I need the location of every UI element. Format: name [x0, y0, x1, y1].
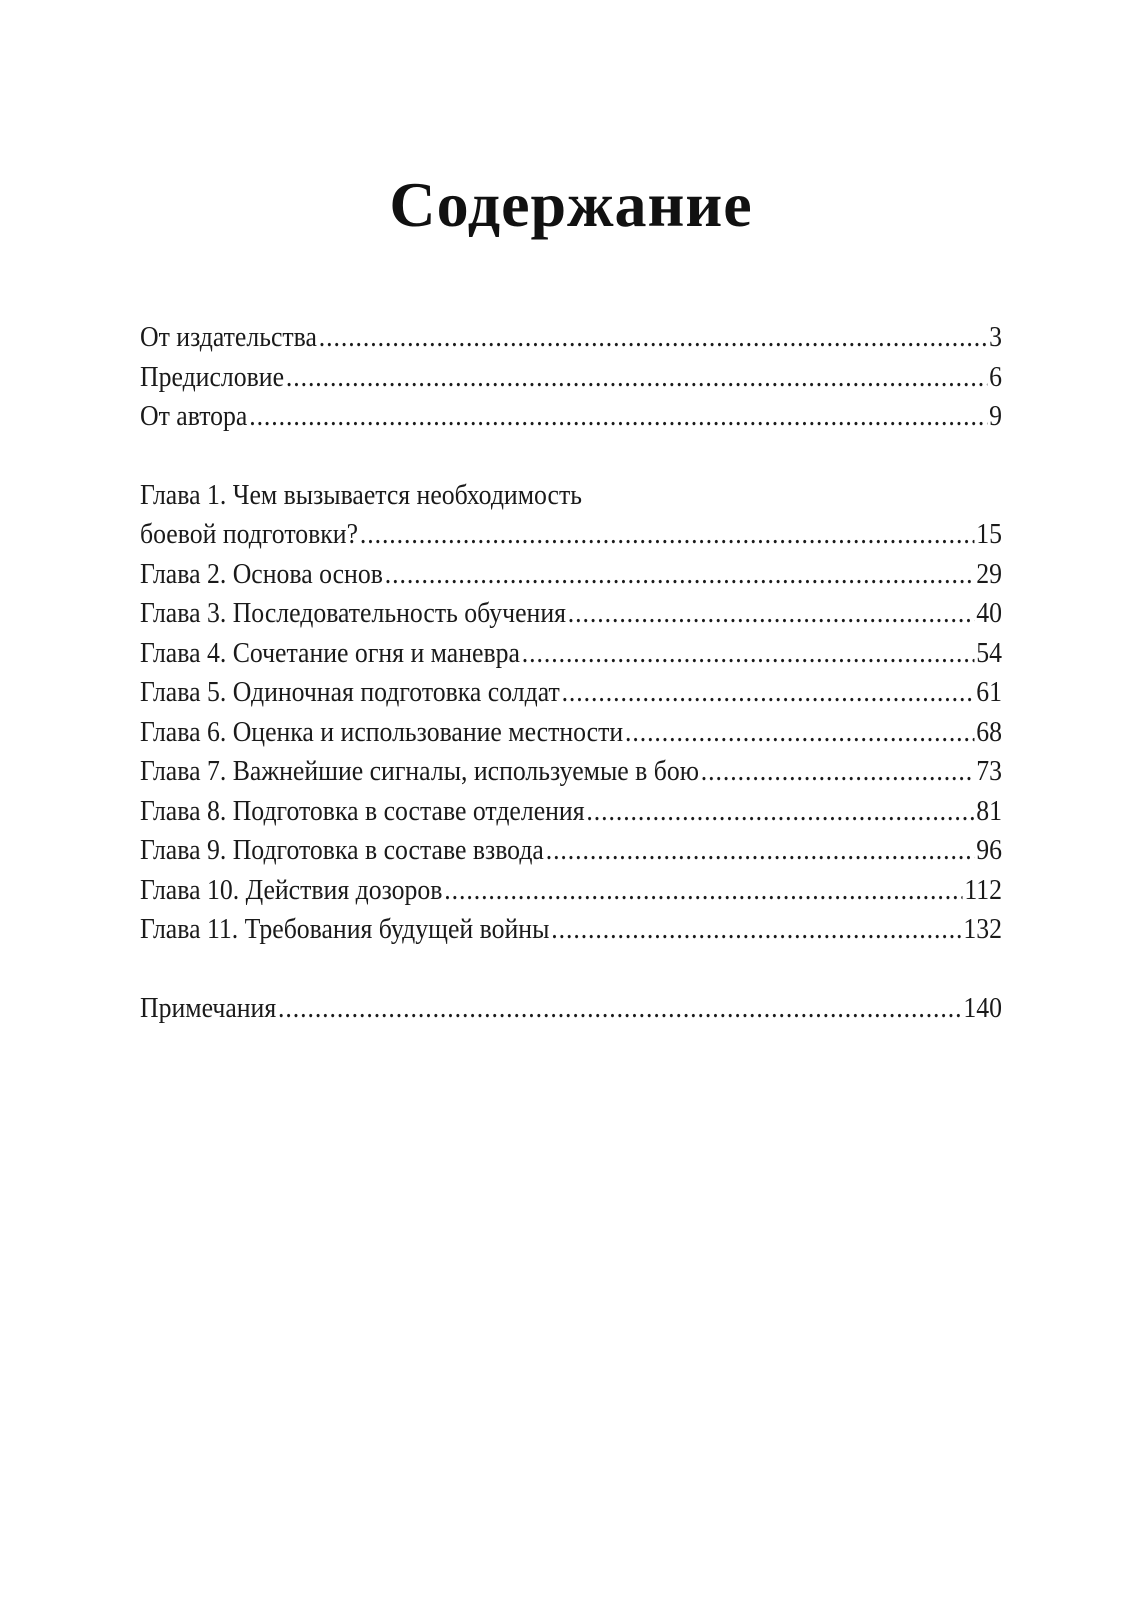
toc-entry-page: 68 — [976, 716, 1003, 748]
dot-leader — [278, 989, 962, 1029]
toc-entry-label: Глава 11. Требования будущей войны — [140, 914, 550, 945]
toc-entry-label: От автора — [140, 401, 248, 432]
toc-entry-publisher[interactable] — [140, 318, 1002, 358]
toc-entry-label: Глава 6. Оценка и использование местности — [140, 716, 624, 748]
dot-leader — [551, 910, 961, 950]
chapters-section — [140, 476, 1002, 950]
toc-entry-chapter-9[interactable] — [140, 831, 1002, 871]
toc-entry-chapter-3[interactable] — [140, 594, 1002, 634]
toc-entry-chapter-1[interactable] — [140, 476, 1002, 555]
toc-entry-page: 96 — [976, 835, 1003, 866]
toc-entry-page: 54 — [976, 637, 1003, 669]
toc-entry-page: 6 — [989, 361, 1003, 393]
dot-leader — [546, 831, 975, 871]
toc-entry-notes[interactable] — [140, 989, 1002, 1029]
toc-entry-page: 15 — [976, 519, 1003, 550]
toc-entry-chapter-11[interactable] — [140, 910, 1002, 950]
toc-entry-label: Глава 5. Одиночная подготовка солдат — [140, 677, 560, 708]
toc-entry-label: Глава 10. Действия дозоров — [140, 874, 443, 906]
dot-leader — [444, 871, 962, 911]
dot-leader — [286, 358, 987, 398]
toc-entry-page: 81 — [976, 795, 1003, 827]
toc-entry-chapter-7[interactable] — [140, 752, 1002, 792]
table-of-contents — [140, 318, 1002, 1028]
toc-entry-page: 29 — [976, 558, 1003, 590]
back-matter-section — [140, 989, 1002, 1029]
front-matter-section — [140, 318, 1002, 437]
toc-entry-page: 112 — [964, 874, 1003, 906]
toc-entry-page: 9 — [989, 401, 1003, 432]
toc-entry-chapter-10[interactable] — [140, 871, 1002, 911]
dot-leader — [360, 515, 975, 555]
toc-entry-page: 132 — [963, 914, 1003, 945]
toc-entry-preface[interactable] — [140, 358, 1002, 398]
dot-leader — [385, 555, 975, 595]
toc-entry-chapter-6[interactable] — [140, 713, 1002, 753]
toc-entry-chapter-2[interactable] — [140, 555, 1002, 595]
toc-entry-label-line1: Глава 1. Чем вызывается необходимость — [140, 479, 582, 511]
dot-leader — [701, 752, 975, 792]
dot-leader — [522, 634, 975, 674]
toc-entry-chapter-8[interactable] — [140, 792, 1002, 832]
toc-entry-label: Глава 4. Сочетание огня и маневра — [140, 637, 520, 669]
dot-leader — [249, 397, 987, 437]
toc-entry-label: Примечания — [140, 992, 277, 1024]
toc-entry-label: Глава 2. Основа основ — [140, 558, 383, 590]
toc-entry-label: Предисловие — [140, 361, 285, 393]
toc-entry-page: 3 — [989, 322, 1003, 353]
toc-entry-label: От издательства — [140, 322, 317, 353]
toc-entry-label: Глава 3. Последовательность обучения — [140, 598, 566, 629]
section-gap — [140, 437, 1002, 476]
toc-entry-chapter-4[interactable] — [140, 634, 1002, 674]
page-title: Содержание — [389, 169, 753, 240]
dot-leader — [319, 318, 988, 358]
toc-entry-page: 61 — [976, 677, 1003, 708]
dot-leader — [586, 792, 974, 832]
toc-entry-label: Глава 7. Важнейшие сигналы, используемые в бою — [140, 756, 699, 787]
dot-leader — [625, 713, 974, 753]
toc-entry-label: боевой подготовки? — [140, 519, 359, 550]
toc-entry-page: 73 — [976, 756, 1003, 787]
toc-entry-chapter-5[interactable] — [140, 673, 1002, 713]
toc-entry-label: Глава 9. Подготовка в составе взвода — [140, 835, 544, 866]
dot-leader — [568, 594, 975, 634]
section-gap — [140, 950, 1002, 989]
toc-entry-author[interactable] — [140, 397, 1002, 437]
toc-entry-page: 40 — [976, 598, 1003, 629]
dot-leader — [562, 673, 975, 713]
toc-entry-label: Глава 8. Подготовка в составе отделения — [140, 795, 585, 827]
toc-entry-page: 140 — [963, 992, 1003, 1024]
